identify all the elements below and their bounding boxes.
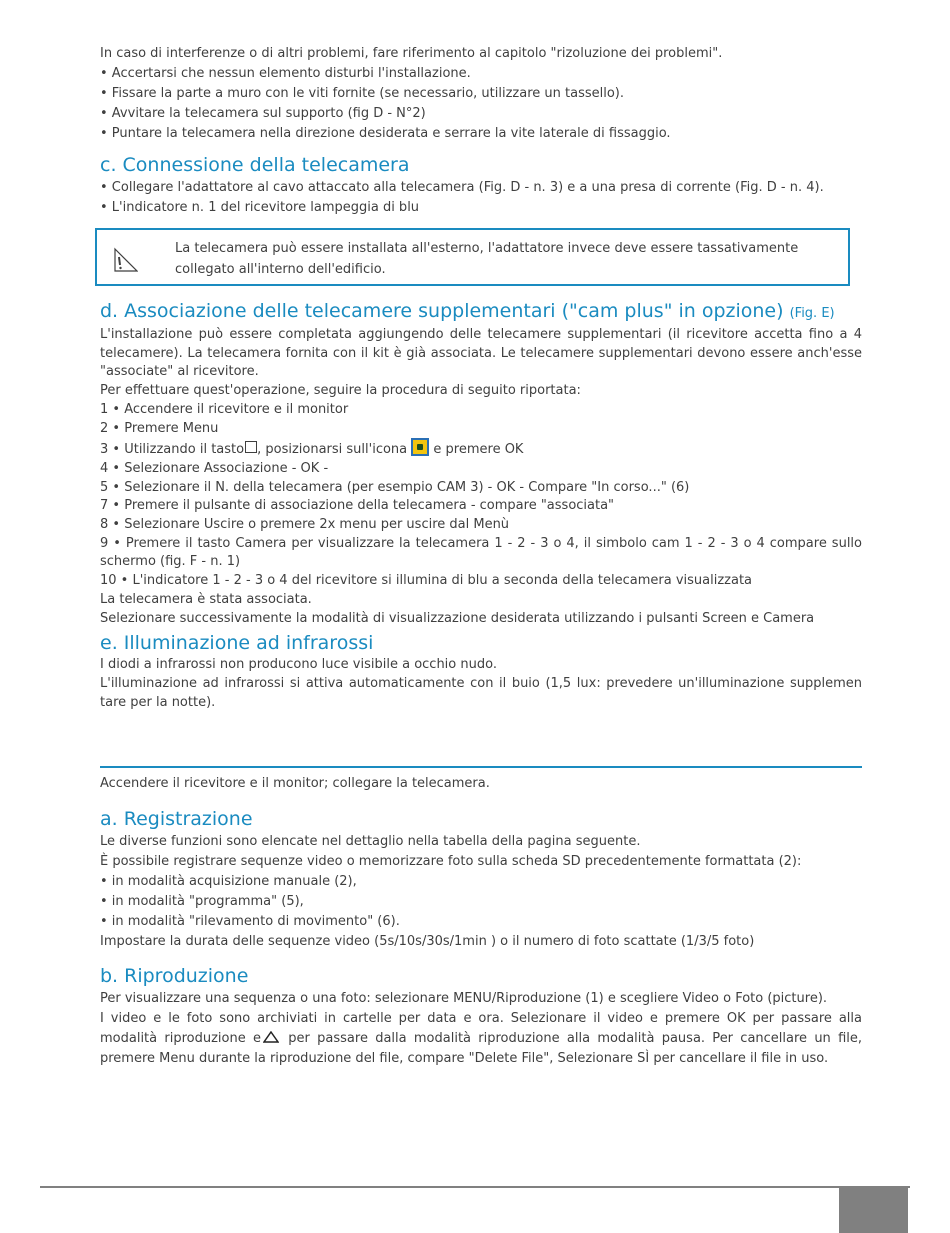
section-d-final: Selezionare successivamente la modalità di visualizzazione desiderata utilizzando i pulsanti Screen e Camera xyxy=(100,610,815,626)
section-d-para: telecamere). La telecamera fornita con il kit è già associata. Le telecamere supplementari devono essere anch'esse xyxy=(100,345,862,361)
section-a-line: Impostare la durata delle sequenze video (5s/10s/30s/1min ) o il numero di foto scattate (1/3/5 foto) xyxy=(100,934,755,949)
section-d-para: "associate" al ricevitore. xyxy=(100,364,259,380)
section-d-figref: (Fig. E) xyxy=(789,306,835,321)
section-a-line: È possibile registrare sequenze video o memorizzare foto sulla scheda SD precedentemente formattata (2): xyxy=(100,854,802,869)
section-b xyxy=(100,964,862,1068)
section-b-line: premere Menu durante la riproduzione del file, compare "Delete File", Selezionare SÌ per cancellare il file in uso. xyxy=(100,1051,829,1066)
section-c-line: • Collegare l'adattatore al cavo attaccato alla telecamera (Fig. D - n. 3) e a una presa di corrente (Fig. D - n. 4). xyxy=(100,180,824,195)
section-a xyxy=(100,807,862,951)
intro-line: • Accertarsi che nessun elemento disturbi l'installazione. xyxy=(100,66,471,81)
step-item: 2 • Premere Menu xyxy=(100,420,219,436)
step-3-text-c: e premere OK xyxy=(429,442,524,458)
warning-text xyxy=(175,238,835,280)
section-e-line: L'illuminazione ad infrarossi si attiva automaticamente con il buio (1,5 lux: prevedere un'illuminazione supplemen xyxy=(100,676,862,691)
section-e-title: e. Illuminazione ad infrarossi xyxy=(100,632,374,654)
warning-box xyxy=(95,228,850,286)
square-button-icon xyxy=(245,441,257,453)
step-3-text-b: , posizionarsi sull'icona xyxy=(257,442,408,458)
usage-intro: Accendere il ricevitore e il monitor; collegare la telecamera. xyxy=(100,776,490,791)
page-number-box xyxy=(839,1188,908,1233)
step-item: 9 • Premere il tasto Camera per visualizzare la telecamera 1 - 2 - 3 o 4, il simbolo cam 1 - 2 - 3 o 4 compare sullo xyxy=(100,535,862,551)
section-b-line xyxy=(100,1029,862,1048)
intro-line: • Puntare la telecamera nella direzione desiderata e serrare la vite laterale di fissaggio. xyxy=(100,126,671,141)
step-item: 1 • Accendere il ricevitore e il monitor xyxy=(100,401,349,417)
section-d-para: L'installazione può essere completata aggiungendo delle telecamere supplementari (il ricevitore accetta fino a 4 xyxy=(100,327,862,342)
section-d-done: La telecamera è stata associata. xyxy=(100,591,312,607)
section-c xyxy=(100,153,862,217)
section-d xyxy=(100,299,862,628)
section-d-title xyxy=(100,299,862,326)
footer-line xyxy=(40,1186,910,1188)
intro-line: • Avvitare la telecamera sul supporto (fig D - N°2) xyxy=(100,106,426,121)
section-b-line: Per visualizzare una sequenza o una foto: selezionare MENU/Riproduzione (1) e scegliere Video o Foto (picture). xyxy=(100,991,828,1006)
section-d-title-text: d. Associazione delle telecamere supplementari ("cam plus" in opzione) xyxy=(100,300,784,322)
warning-line: collegato all'interno dell'edificio. xyxy=(175,262,386,277)
step-item: schermo (fig. F - n. 1) xyxy=(100,554,241,570)
intro-line: • Fissare la parte a muro con le viti fornite (se necessario, utilizzare un tassello). xyxy=(100,86,624,101)
intro-block xyxy=(100,44,862,143)
section-a-title: a. Registrazione xyxy=(100,808,253,830)
section-b-title: b. Riproduzione xyxy=(100,965,249,987)
section-b-line3-a: modalità riproduzione e xyxy=(100,1031,262,1046)
step-item: 8 • Selezionare Uscire o premere 2x menu per uscire dal Menù xyxy=(100,517,510,533)
section-a-line: Le diverse funzioni sono elencate nel dettaglio nella tabella della pagina seguente. xyxy=(100,834,641,849)
section-d-intro-step: Per effettuare quest'operazione, seguire la procedura di seguito riportata: xyxy=(100,383,581,399)
section-e xyxy=(100,631,862,712)
step-3-text-a: 3 • Utilizzando il tasto xyxy=(100,442,245,458)
up-triangle-button-icon xyxy=(263,1031,279,1043)
step-item: 4 • Selezionare Associazione - OK - xyxy=(100,460,329,476)
section-c-title: c. Connessione della telecamera xyxy=(100,154,410,176)
section-divider xyxy=(100,766,862,768)
intro-line: In caso di interferenze o di altri problemi, fare riferimento al capitolo "rizoluzione dei problemi". xyxy=(100,46,723,61)
step-item xyxy=(100,438,862,460)
section-a-line: • in modalità "programma" (5), xyxy=(100,894,304,909)
step-item: 5 • Selezionare il N. della telecamera (per esempio CAM 3) - OK - Compare "In corso..." (6) xyxy=(100,479,690,495)
section-b-line3-b: per passare dalla modalità riproduzione alla modalità pausa. Per cancellare un file, xyxy=(281,1031,862,1046)
step-item: 10 • L'indicatore 1 - 2 - 3 o 4 del ricevitore si illumina di blu a seconda della telecamera visualizzata xyxy=(100,573,753,589)
section-e-line: tare per la notte). xyxy=(100,695,216,710)
association-menu-icon xyxy=(411,438,429,456)
usage-intro-block xyxy=(100,774,862,793)
section-a-line: • in modalità acquisizione manuale (2), xyxy=(100,874,357,889)
step-item: 7 • Premere il pulsante di associazione della telecamera - compare "associata" xyxy=(100,498,615,514)
section-c-line: • L'indicatore n. 1 del ricevitore lampeggia di blu xyxy=(100,200,420,215)
warning-line: La telecamera può essere installata all'esterno, l'adattatore invece deve essere tassativamente xyxy=(175,241,799,256)
section-a-line: • in modalità "rilevamento di movimento" (6). xyxy=(100,914,400,929)
section-e-line: I diodi a infrarossi non producono luce visibile a occhio nudo. xyxy=(100,657,497,672)
warning-triangle-icon xyxy=(110,247,138,275)
section-b-line: I video e le foto sono archiviati in cartelle per data e ora. Selezionare il video e premere OK per passare alla xyxy=(100,1011,862,1026)
